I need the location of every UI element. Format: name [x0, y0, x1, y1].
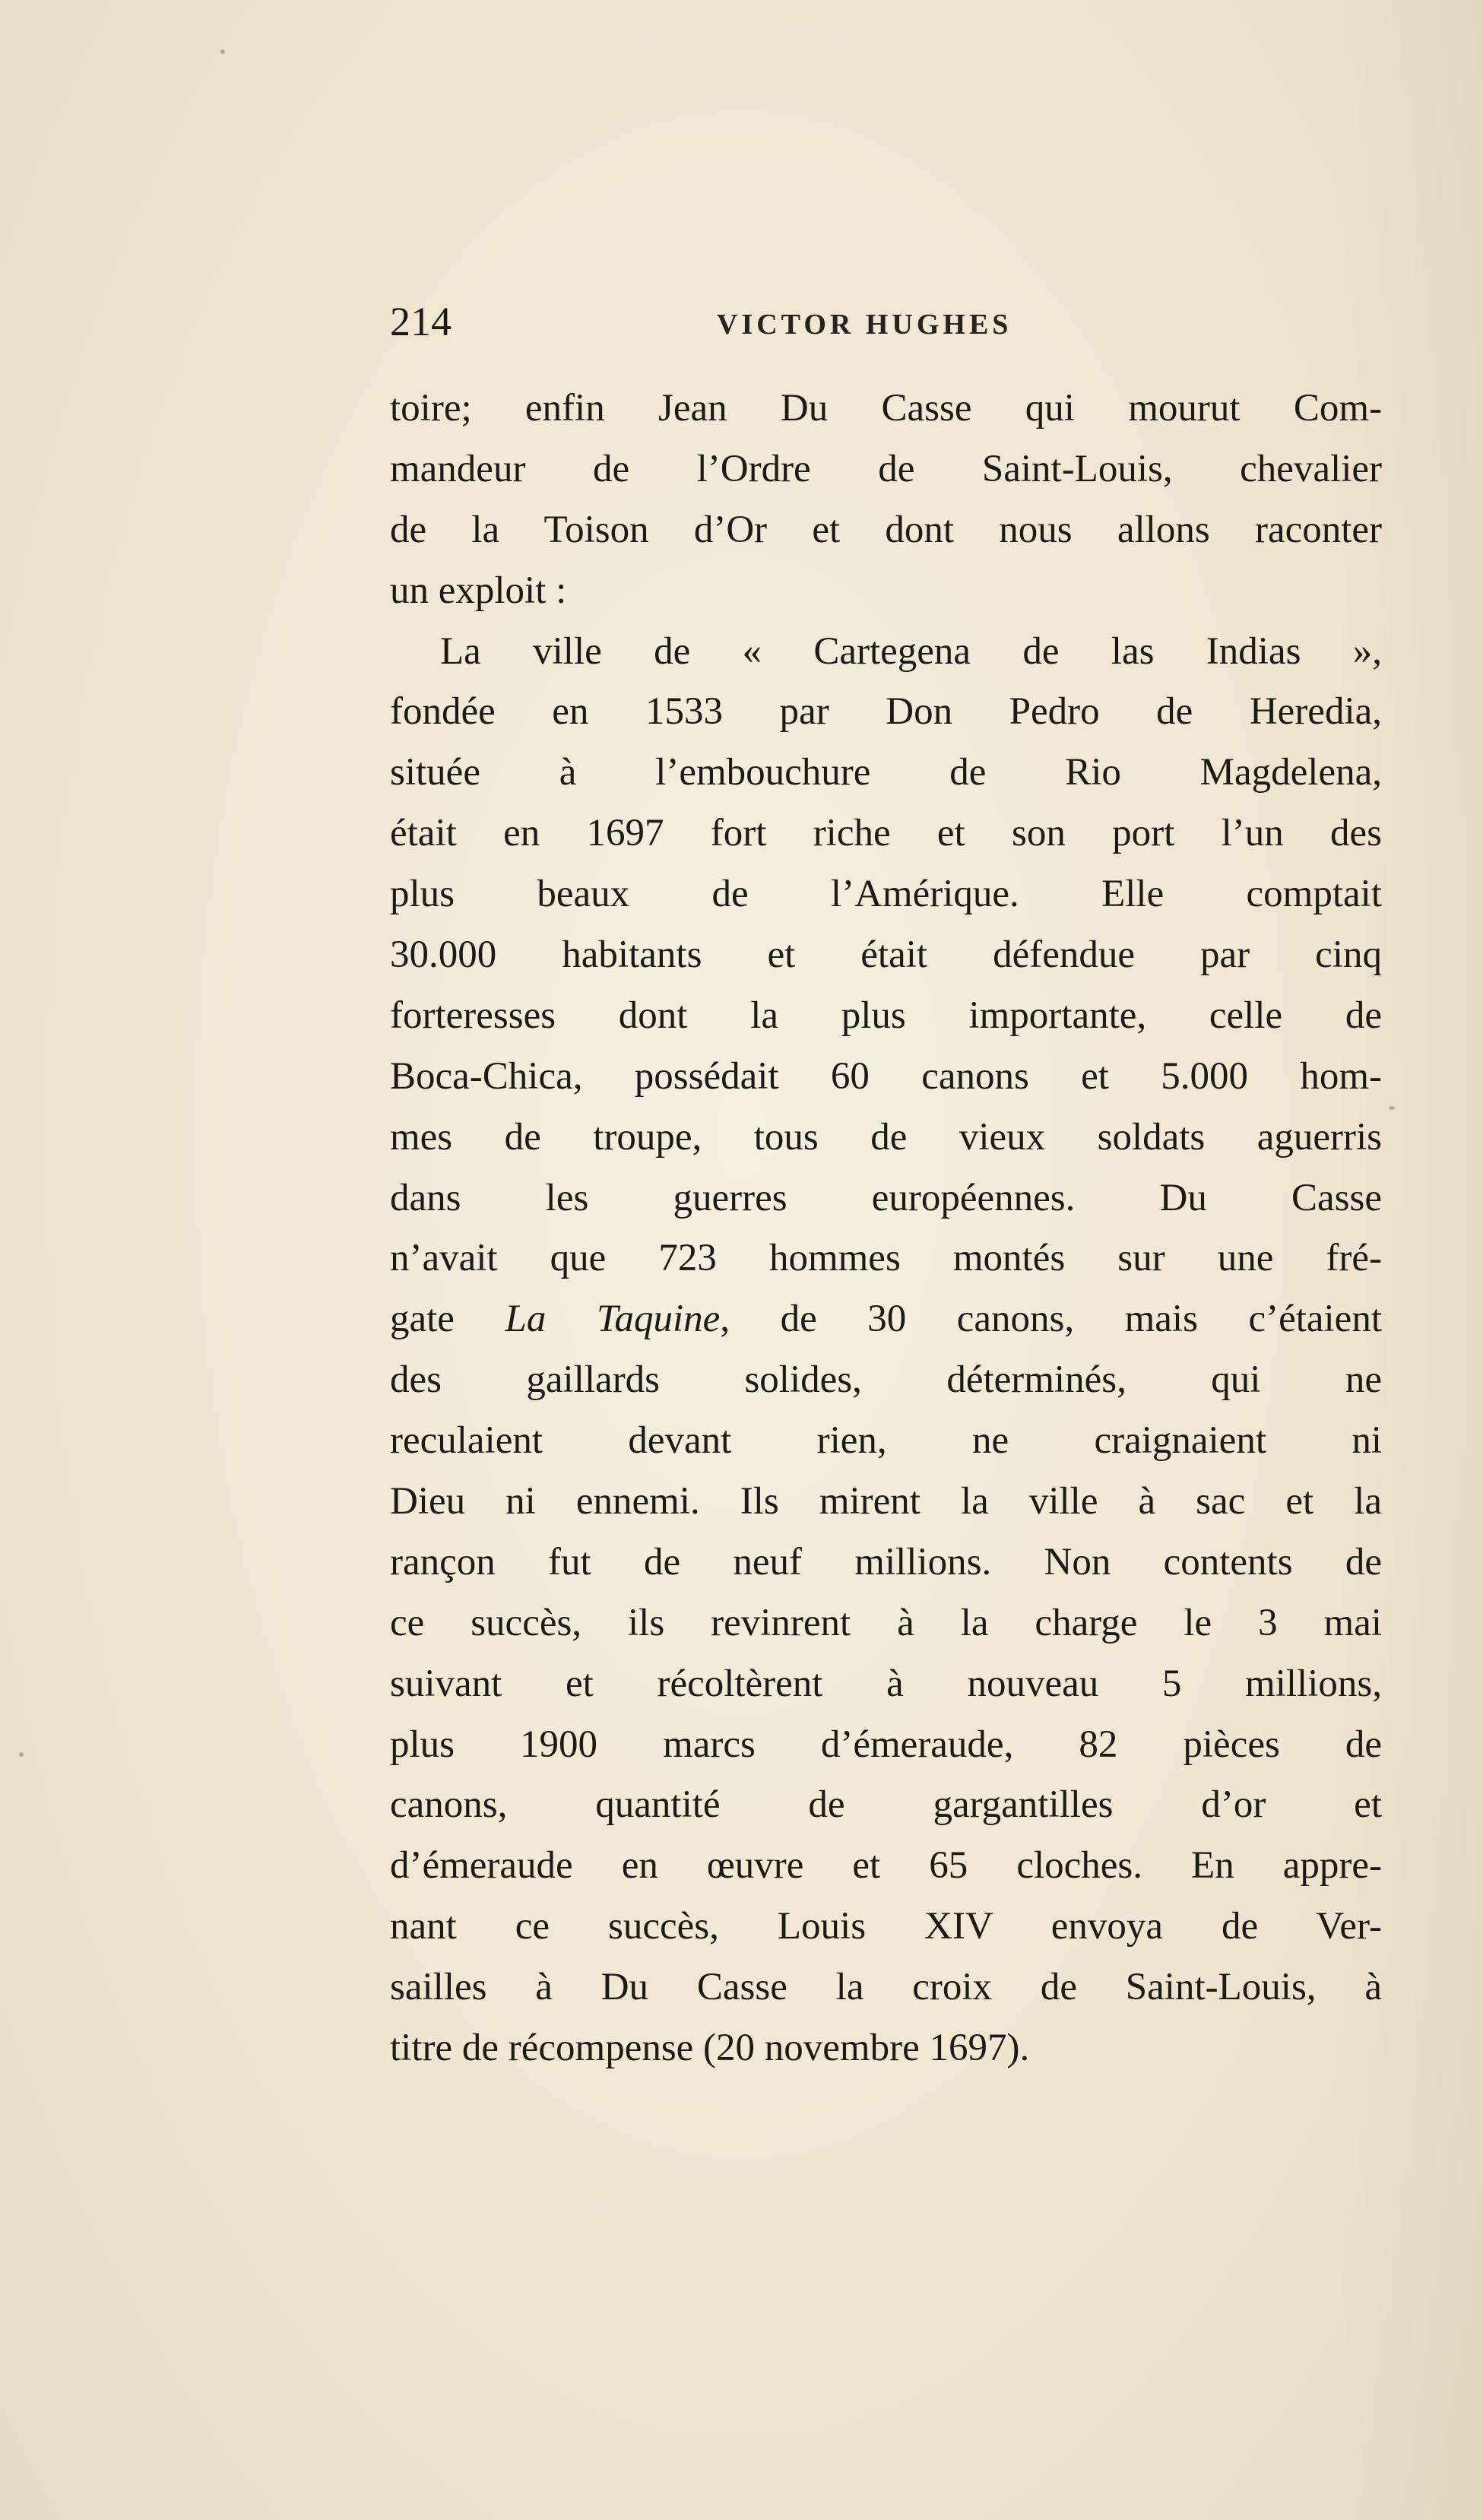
paper-speck: [1389, 1106, 1395, 1110]
text-line: toire; enfin Jean Du Casse qui mourut Com-: [390, 387, 1382, 430]
text-line: 30.000 habitants et était défendue par cinq: [390, 934, 1382, 977]
text-line: des gaillards solides, déterminés, qui ne: [390, 1358, 1382, 1402]
text-line: Dieu ni ennemi. Ils mirent la ville à sac et la: [390, 1480, 1382, 1523]
text-line: fondée en 1533 par Don Pedro de Heredia,: [390, 690, 1382, 734]
text-line: sailles à Du Casse la croix de Saint-Louis, à: [390, 1966, 1382, 2009]
text-line: mandeur de l’Ordre de Saint-Louis, chevalier: [390, 447, 1382, 490]
text-line: Boca-Chica, possédait 60 canons et 5.000 hom-: [390, 1054, 1382, 1098]
text-line: reculaient devant rien, ne craignaient ni: [390, 1419, 1382, 1463]
text-line: canons, quantité de gargantilles d’or et: [390, 1783, 1382, 1827]
text-line: titre de récompense (20 novembre 1697).: [390, 2027, 1030, 2070]
text-line: était en 1697 fort riche et son port l’un des: [390, 812, 1382, 855]
running-title: VICTOR HUGHES: [717, 309, 1012, 341]
body-text: [390, 379, 1382, 2079]
text-line: plus beaux de l’Amérique. Elle comptait: [390, 873, 1382, 916]
paper-speck: [19, 1752, 24, 1757]
text-line: mes de troupe, tous de vieux soldats aguerris: [390, 1115, 1382, 1159]
text-line: n’avait que 723 hommes montés sur une fré-: [390, 1237, 1382, 1280]
text-line: rançon fut de neuf millions. Non contents de: [390, 1540, 1382, 1583]
text-line: d’émeraude en œuvre et 65 cloches. En appre-: [390, 1844, 1382, 1888]
text-line: plus 1900 marcs d’émeraude, 82 pièces de: [390, 1723, 1382, 1766]
text-line: suivant et récoltèrent à nouveau 5 millions,: [390, 1662, 1382, 1705]
text-line: ce succès, ils revinrent à la charge le 3 mai: [390, 1601, 1382, 1644]
paper-speck: [220, 49, 225, 54]
text-line: dans les guerres européennes. Du Casse: [390, 1176, 1382, 1219]
paragraph-start-line: La ville de « Cartegena de las Indias »,: [440, 629, 1382, 673]
text-line: forteresses dont la plus importante, celle de: [390, 994, 1382, 1037]
text-line: de la Toison d’Or et dont nous allons raconter: [390, 508, 1382, 551]
ship-name: La Taquine: [505, 1298, 721, 1341]
running-head: [390, 295, 1386, 348]
text-line: nant ce succès, Louis XIV envoya de Ver-: [390, 1905, 1382, 1948]
text-line: située à l’embouchure de Rio Magdelena,: [390, 751, 1382, 794]
page-number: 214: [390, 299, 452, 344]
text-line: un exploit :: [390, 569, 567, 612]
text-line: gate La Taquine, de 30 canons, mais c’étaient: [390, 1298, 1382, 1341]
